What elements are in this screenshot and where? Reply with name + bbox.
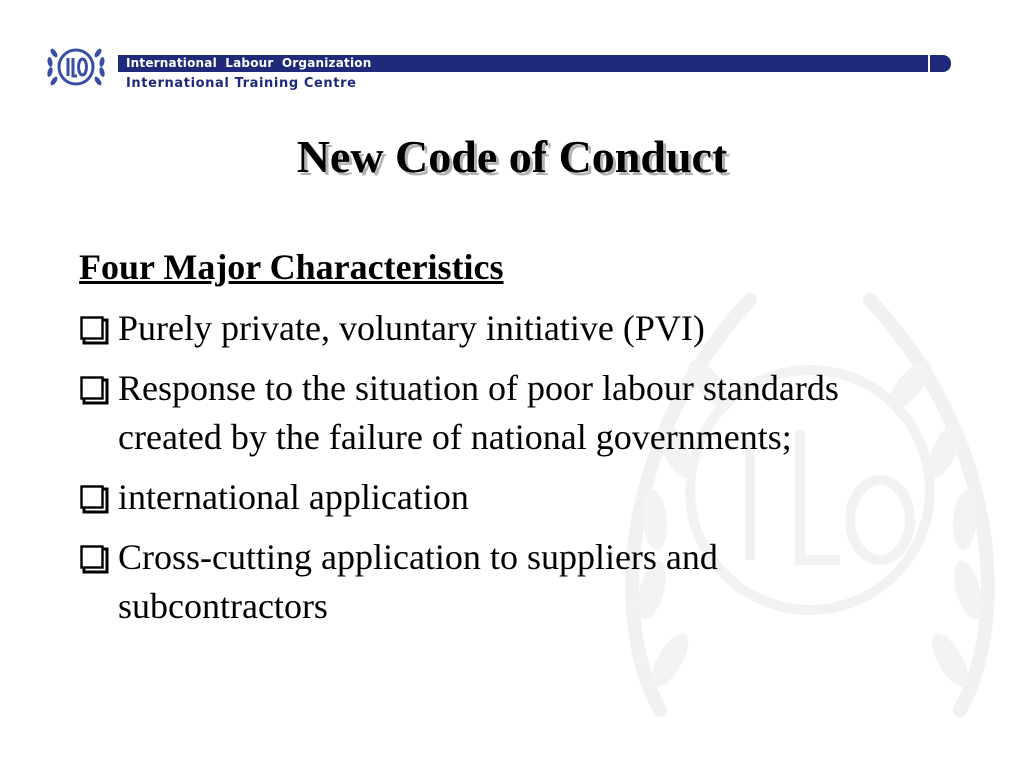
bullet-item — [79, 304, 929, 353]
slide-subtitle: Four Major Characteristics — [79, 247, 504, 287]
checkbox-bullet-icon — [80, 485, 109, 514]
ilo-emblem-icon — [44, 41, 108, 93]
bullet-item — [79, 364, 929, 462]
bullet-text: Cross-cutting application to suppliers and subcontractors — [118, 537, 718, 626]
slide-content — [79, 244, 929, 642]
header-bar-end-cap — [929, 55, 951, 72]
bullet-item — [79, 473, 929, 522]
checkbox-bullet-icon — [80, 545, 109, 574]
organization-name: International Labour Organization — [126, 56, 372, 70]
bullet-text: Response to the situation of poor labour standards created by the failure of national governments; — [118, 368, 839, 457]
bullet-item — [79, 533, 929, 631]
bullet-list — [79, 304, 929, 631]
centre-name: International Training Centre — [126, 76, 357, 91]
checkbox-bullet-icon — [80, 316, 109, 345]
checkbox-bullet-icon — [80, 376, 109, 405]
bullet-text: Purely private, voluntary initiative (PVI) — [118, 308, 705, 348]
slide-title: New Code of Conduct — [296, 131, 728, 182]
header-bar-divider — [928, 55, 930, 72]
bullet-text: international application — [118, 477, 469, 517]
